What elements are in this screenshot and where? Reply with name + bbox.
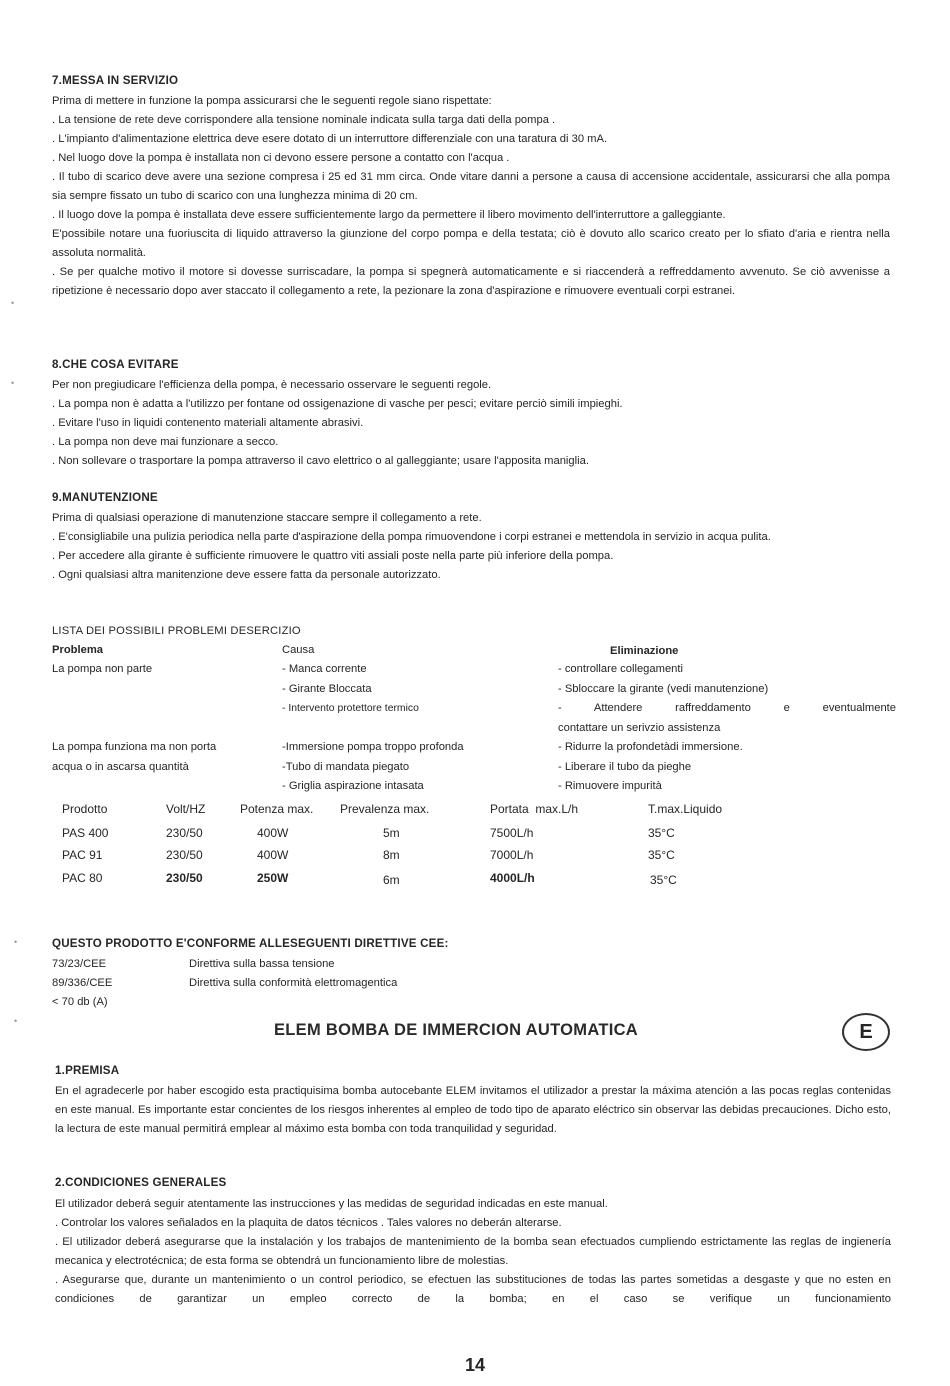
text-paragraph: . El utilizador deberá asegurarse que la instalación y los trabajos de mantenimiento de la bomba sean efectuados cumpliendo estrictamente las reglas de ingienería mecanica y electrotécnica; de esta forma se obtendrá un funcionamiento libre de molestias. xyxy=(55,1236,891,1267)
specs-cell: PAC 91 xyxy=(62,848,103,862)
problem-line: acqua o in ascarsa quantità xyxy=(52,760,189,773)
text-line: . Ogni qualsiasi altra manitenzione deve essere fatta da personale autorizzato. xyxy=(52,569,441,581)
specs-cell: 7000L/h xyxy=(490,848,534,862)
problem-1: La pompa non parte xyxy=(52,663,153,675)
text-line: Prima di mettere in funzione la pompa assicurarsi che le seguenti regole siano rispettate: xyxy=(52,95,492,107)
specs-cell: 35°C xyxy=(650,873,677,887)
cause-item: -Tubo di mandata piegato xyxy=(282,760,410,773)
solution-item: - controllare collegamenti xyxy=(558,663,683,675)
directive-code: 89/336/CEE xyxy=(52,977,113,989)
specs-cell: 7500L/h xyxy=(490,826,534,840)
text-line: . La tensione de rete deve corrispondere alla tensione nominale indicata sulla targa dati della pompa . xyxy=(52,114,556,126)
solution-item: - Sbloccare la girante (vedi manutenzione) xyxy=(558,682,769,695)
cause-item: - Intervento protettore termico xyxy=(282,703,419,714)
text-line: Prima di qualsiasi operazione di manutenzione staccare sempre il collegamento a rete. xyxy=(52,512,482,524)
section-8-heading: 8.CHE COSA EVITARE xyxy=(52,358,179,371)
specs-cell: 35°C xyxy=(648,826,675,840)
specs-header: Prevalenza max. xyxy=(340,802,430,816)
cause-item: - Girante Bloccata xyxy=(282,682,372,695)
col-header-cause: Causa xyxy=(282,644,315,656)
solution-list-2 xyxy=(558,738,743,797)
scan-mark: • xyxy=(14,1016,18,1026)
section-9-body xyxy=(52,509,890,585)
text-paragraph: . Se per qualche motivo il motore si dovesse surriscadare, la pompa si spegnerà automaticamente e si riaccenderà a reffreddamento avvenuto. Se ciò avvenisse a ripetizione è necessario dopo aver staccato il collegamento a rete, la pezionare la zona d'aspirazione e rimuovere eventuali corpi estranei. xyxy=(52,266,890,297)
specs-header: Volt/HZ xyxy=(166,802,206,816)
directive-desc: Direttiva sulla conformità elettromagentica xyxy=(189,977,398,989)
problems-title: LISTA DEI POSSIBILI PROBLEMI DESERCIZIO xyxy=(52,625,301,637)
solution-item: - Attendere raffreddamento e eventualmente xyxy=(558,702,896,714)
section-8-body xyxy=(52,376,890,471)
specs-cell: 230/50 xyxy=(166,848,203,862)
text-paragraph: . Il luogo dove la pompa è installata deve essere sufficientemente largo da permettere il libero movimento dell'interruttore a galleggiante. xyxy=(52,209,726,221)
solution-item: - Rimuovere impurità xyxy=(558,780,662,792)
specs-cell: PAC 80 xyxy=(62,871,103,885)
text-line: . Controlar los valores señalados en la plaquita de datos técnicos . Tales valores no deberán alterarse. xyxy=(55,1217,562,1229)
specs-cell: 6m xyxy=(383,873,400,887)
scan-mark: • xyxy=(14,937,18,947)
section-7-body xyxy=(52,92,890,301)
section-7-heading: 7.MESSA IN SERVIZIO xyxy=(52,74,179,87)
text-line: El utilizador deberá seguir atentamente las instrucciones y las medidas de seguridad indicadas en este manual. xyxy=(55,1198,608,1210)
specs-cell: 5m xyxy=(383,826,400,840)
directive-code: 73/23/CEE xyxy=(52,958,107,970)
scan-mark: • xyxy=(11,298,15,308)
specs-cell: PAS 400 xyxy=(62,826,109,840)
text-paragraph: E'possibile notare una fuoriuscita di liquido attraverso la giunzione del corpo pompa e della testata; ciò è dovuto allo scarico creato per lo sfiato d'aria e rientra nella assoluta normalità. xyxy=(52,228,890,259)
text-line: . Nel luogo dove la pompa è installata non ci devono essere persone a contatto con l'acqua . xyxy=(52,152,510,164)
solution-list-1 xyxy=(558,660,896,738)
specs-cell: 4000L/h xyxy=(490,871,535,885)
col-header-solution: Eliminazione xyxy=(610,645,679,657)
specs-cell: 35°C xyxy=(648,848,675,862)
cause-list-1 xyxy=(282,660,419,719)
text-line: Per non pregiudicare l'efficienza della pompa, è necessario osservare le seguenti regole. xyxy=(52,379,492,391)
solution-item: contattare un serivzio assistenza xyxy=(558,721,721,734)
text-line: . La pompa non è adatta a l'utilizzo per fontane od ossigenazione di vasche per pesci; evitare perciò simili impieghi. xyxy=(52,398,623,410)
text-paragraph: . Asegurarse que, durante un mantenimiento o un control periodico, se efectuen las substituciones de todas las partes sometidas a desgaste y que no esten en condiciones de garantizar un empleo correcto de la bomba; en el caso se verifique un funcionamiento xyxy=(55,1274,891,1305)
solution-item: - Liberare il tubo da pieghe xyxy=(558,760,692,773)
condiciones-body xyxy=(55,1195,891,1309)
text-paragraph: . E'consigliabile una pulizia periodica nella parte d'aspirazione della pompa rimuovendone i corpi estranei e mettendola in servizio in acqua pulita. xyxy=(52,531,771,543)
premisa-heading: 1.PREMISA xyxy=(55,1064,120,1077)
text-paragraph: . Il tubo di scarico deve avere una sezione compresa i 25 ed 31 mm circa. Onde vitare danni a persone a causa di accensione accidentale, assicurarsi che alla pompa sia sempre fissato un tubo di scarico con una lunghezza minima di 20 cm. xyxy=(52,171,890,202)
col-header-problem: Problema xyxy=(52,644,103,656)
problem-2 xyxy=(52,738,216,777)
specs-cell: 400W xyxy=(257,848,289,862)
cause-list-2 xyxy=(282,738,464,797)
cause-item: -Immersione pompa troppo profonda xyxy=(282,741,464,753)
text-line: . Non sollevare o trasportare la pompa attraverso il cavo elettrico o al galleggiante; usare l'apposita maniglia. xyxy=(52,455,589,467)
specs-cell: 230/50 xyxy=(166,871,203,885)
scan-mark: • xyxy=(11,378,15,388)
spanish-title: ELEM BOMBA DE IMMERCION AUTOMATICA xyxy=(274,1021,639,1039)
specs-cell: 8m xyxy=(383,848,400,862)
problem-line: La pompa funziona ma non porta xyxy=(52,741,217,753)
cause-item: - Griglia aspirazione intasata xyxy=(282,780,424,792)
conformity-heading: QUESTO PRODOTTO E'CONFORME ALLESEGUENTI DIRETTIVE CEE: xyxy=(52,937,449,950)
solution-item: - Ridurre la profondetàdi immersione. xyxy=(558,741,743,753)
cause-item: - Manca corrente xyxy=(282,663,367,675)
text-line: . La pompa non deve mai funzionare a secco. xyxy=(52,436,279,448)
text-line: . Per accedere alla girante è sufficiente rimuovere le quattro viti assiali poste nella parte più inferiore della pompa. xyxy=(52,550,614,562)
specs-header: Portata max.L/h xyxy=(490,802,579,816)
specs-cell: 230/50 xyxy=(166,826,203,840)
noise-level: < 70 db (A) xyxy=(52,996,108,1008)
text-line: . Evitare l'uso in liquidi contenento materiali altamente abrasivi. xyxy=(52,417,364,429)
text-line: . L'impianto d'alimentazione elettrica deve esere dotato di un interruttore differenziale con una taratura di 30 mA. xyxy=(52,133,608,145)
page-number: 14 xyxy=(465,1355,486,1375)
specs-header: Prodotto xyxy=(62,802,108,816)
language-badge: E xyxy=(842,1013,890,1051)
section-9-heading: 9.MANUTENZIONE xyxy=(52,491,158,504)
premisa-paragraph: En el agradecerle por haber escogido esta practiquisima bomba autocebante ELEM invitamos el utilizador a prestar la máxima atención a las pocas reglas contenidas en este manual. Es importante estar concientes de los riesgos inherentes al empleo de todo tipo de aparato eléctrico sin observar las debidas precauciones. Dicho esto, la lectura de este manual permitirá emplear al máximo esta bomba con toda tranquilidad y seguridad. xyxy=(55,1085,891,1135)
specs-cell: 400W xyxy=(257,826,289,840)
directive-desc: Direttiva sulla bassa tensione xyxy=(189,958,335,970)
specs-cell: 250W xyxy=(257,871,289,885)
specs-header: Potenza max. xyxy=(240,802,314,816)
condiciones-heading: 2.CONDICIONES GENERALES xyxy=(55,1176,227,1189)
specs-header: T.max.Liquido xyxy=(648,802,723,816)
